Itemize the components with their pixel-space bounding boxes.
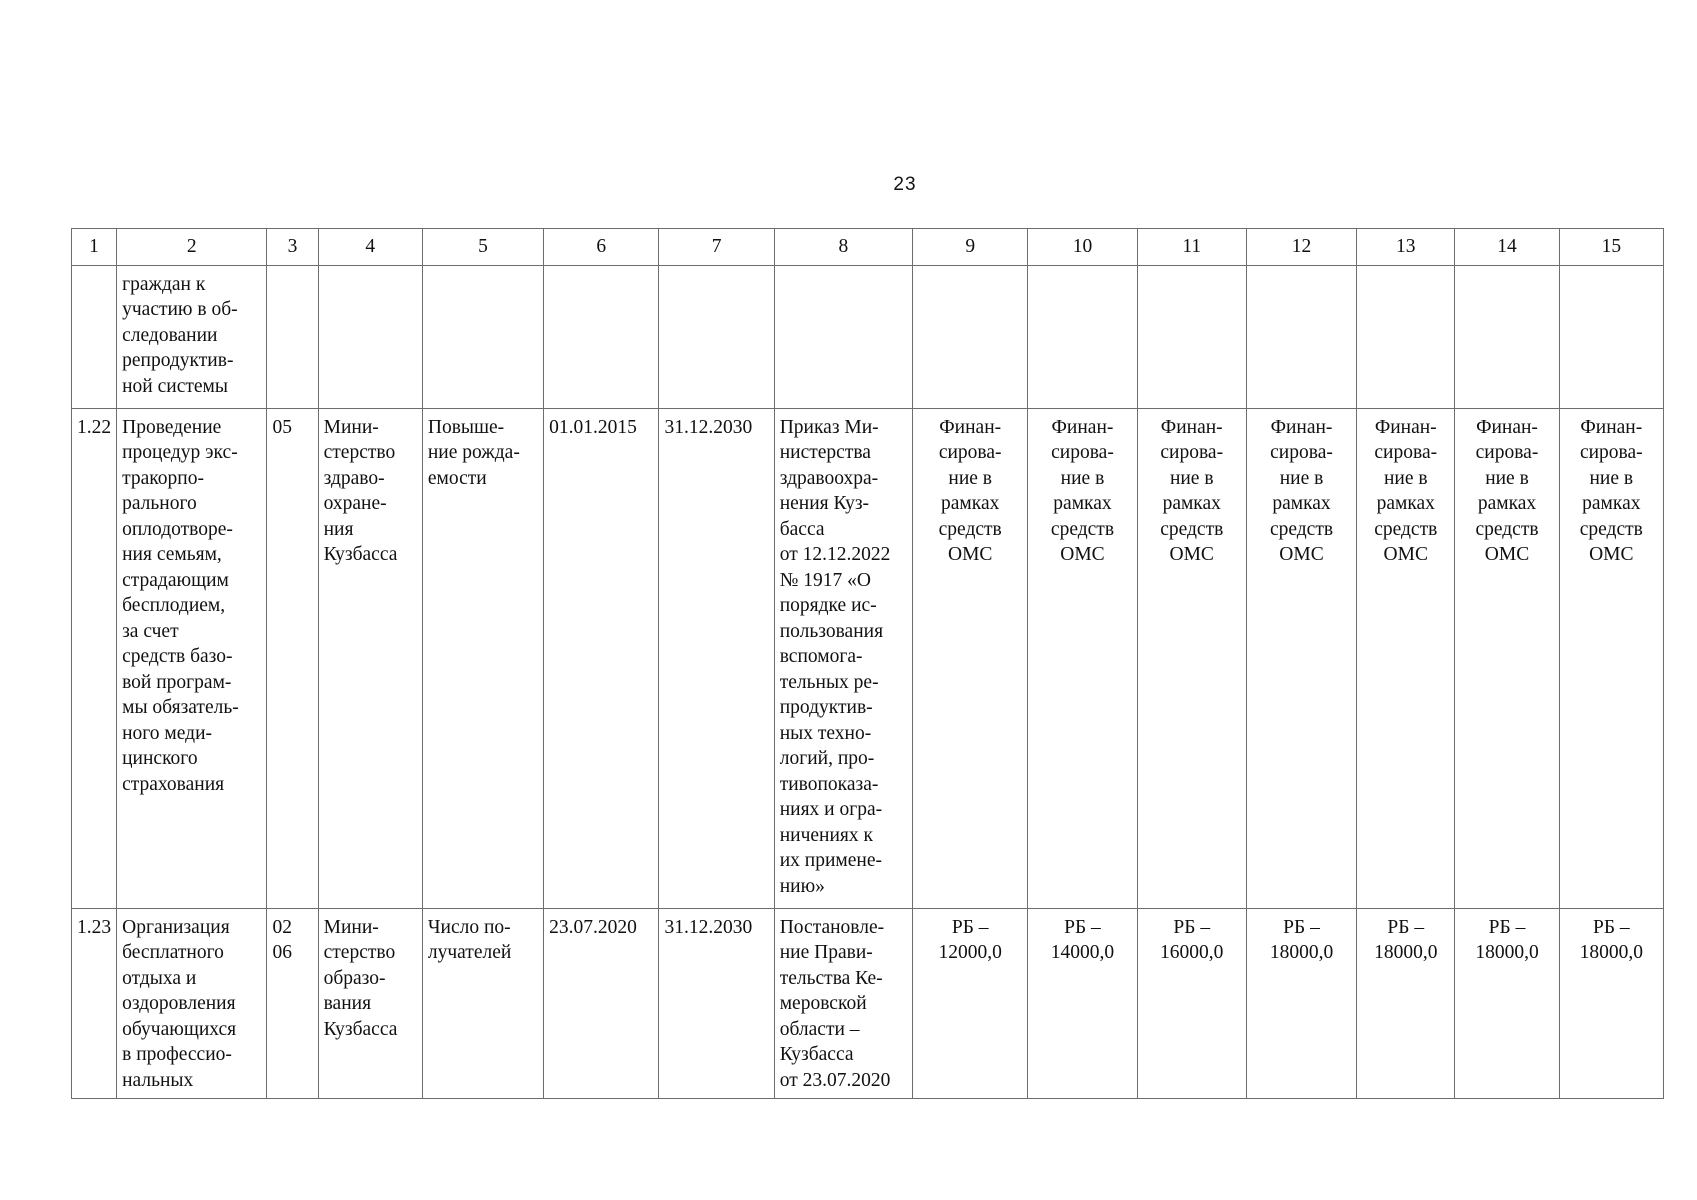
table-cell: 23.07.2020 [544,908,659,1098]
table-row [72,408,1664,908]
column-header: 8 [774,229,912,266]
table-cell: 1.22 [72,408,117,908]
column-header: 6 [544,229,659,266]
table-cell: РБ – 18000,0 [1455,908,1559,1098]
table-cell [1559,265,1663,408]
table-cell: РБ – 12000,0 [913,908,1028,1098]
table-cell: 31.12.2030 [659,408,774,908]
table-cell [1246,265,1356,408]
table-cell [318,265,422,408]
column-header: 12 [1246,229,1356,266]
table-cell: граждан к участию в об- следовании репродуктив- ной системы [117,265,267,408]
table-cell: Финан- сирова- ние в рамках средств ОМС [1137,408,1246,908]
column-header: 10 [1028,229,1137,266]
table-cell: Приказ Ми- нистерства здравоохра- нения Куз- басса от 12.12.2022 № 1917 «О порядке ис- пользования вспомога- тельных ре- продуктив- ных техно- логий, про- тивопоказа- ниях и огра- ничениях к их примене- нию» [774,408,912,908]
column-header: 14 [1455,229,1559,266]
table-cell [774,265,912,408]
column-header: 9 [913,229,1028,266]
table-cell: Постановле- ние Прави- тельства Ке- меровской области – Кузбасса от 23.07.2020 [774,908,912,1098]
table-cell: 01.01.2015 [544,408,659,908]
column-header: 2 [117,229,267,266]
table-cell: 31.12.2030 [659,908,774,1098]
column-header: 1 [72,229,117,266]
table-cell [544,265,659,408]
table-cell: Организация бесплатного отдыха и оздоровления обучающихся в профессио- нальных [117,908,267,1098]
table-cell: РБ – 18000,0 [1246,908,1356,1098]
table-cell: Финан- сирова- ние в рамках средств ОМС [913,408,1028,908]
table-cell [72,265,117,408]
table-cell [1028,265,1137,408]
table-cell [1455,265,1559,408]
table-cell: Финан- сирова- ние в рамках средств ОМС [1455,408,1559,908]
page-number: 23 [893,174,917,195]
column-header: 5 [422,229,543,266]
table-cell: РБ – 16000,0 [1137,908,1246,1098]
column-header: 7 [659,229,774,266]
table-cell [422,265,543,408]
table-cell: Число по- лучателей [422,908,543,1098]
table-cell: Мини- стерство здраво- охране- ния Кузбасса [318,408,422,908]
table-cell: 1.23 [72,908,117,1098]
header-row [72,229,1664,266]
column-header: 15 [1559,229,1663,266]
table-cell [659,265,774,408]
table-cell: Финан- сирова- ние в рамках средств ОМС [1357,408,1455,908]
table-cell: РБ – 18000,0 [1559,908,1663,1098]
column-header: 4 [318,229,422,266]
table-cell: 02 06 [267,908,318,1098]
program-table [71,228,1664,1099]
column-header: 13 [1357,229,1455,266]
table-cell: РБ – 18000,0 [1357,908,1455,1098]
table-row [72,908,1664,1098]
table-cell [267,265,318,408]
table-cell: Финан- сирова- ние в рамках средств ОМС [1028,408,1137,908]
table-cell [1357,265,1455,408]
table-cell: Повыше- ние рожда- емости [422,408,543,908]
column-header: 11 [1137,229,1246,266]
table-cell: 05 [267,408,318,908]
table-cell [1137,265,1246,408]
table-cell: Мини- стерство образо- вания Кузбасса [318,908,422,1098]
table-cell: РБ – 14000,0 [1028,908,1137,1098]
table-cell: Финан- сирова- ние в рамках средств ОМС [1246,408,1356,908]
table-cell: Финан- сирова- ние в рамках средств ОМС [1559,408,1663,908]
table-row [72,265,1664,408]
table-cell: Проведение процедур экс- тракорпо- рального оплодотворе- ния семьям, страдающим бесплодием, за счет средств базо- вой програм- мы обязатель- ного меди- цинского страхования [117,408,267,908]
column-header: 3 [267,229,318,266]
table-cell [913,265,1028,408]
